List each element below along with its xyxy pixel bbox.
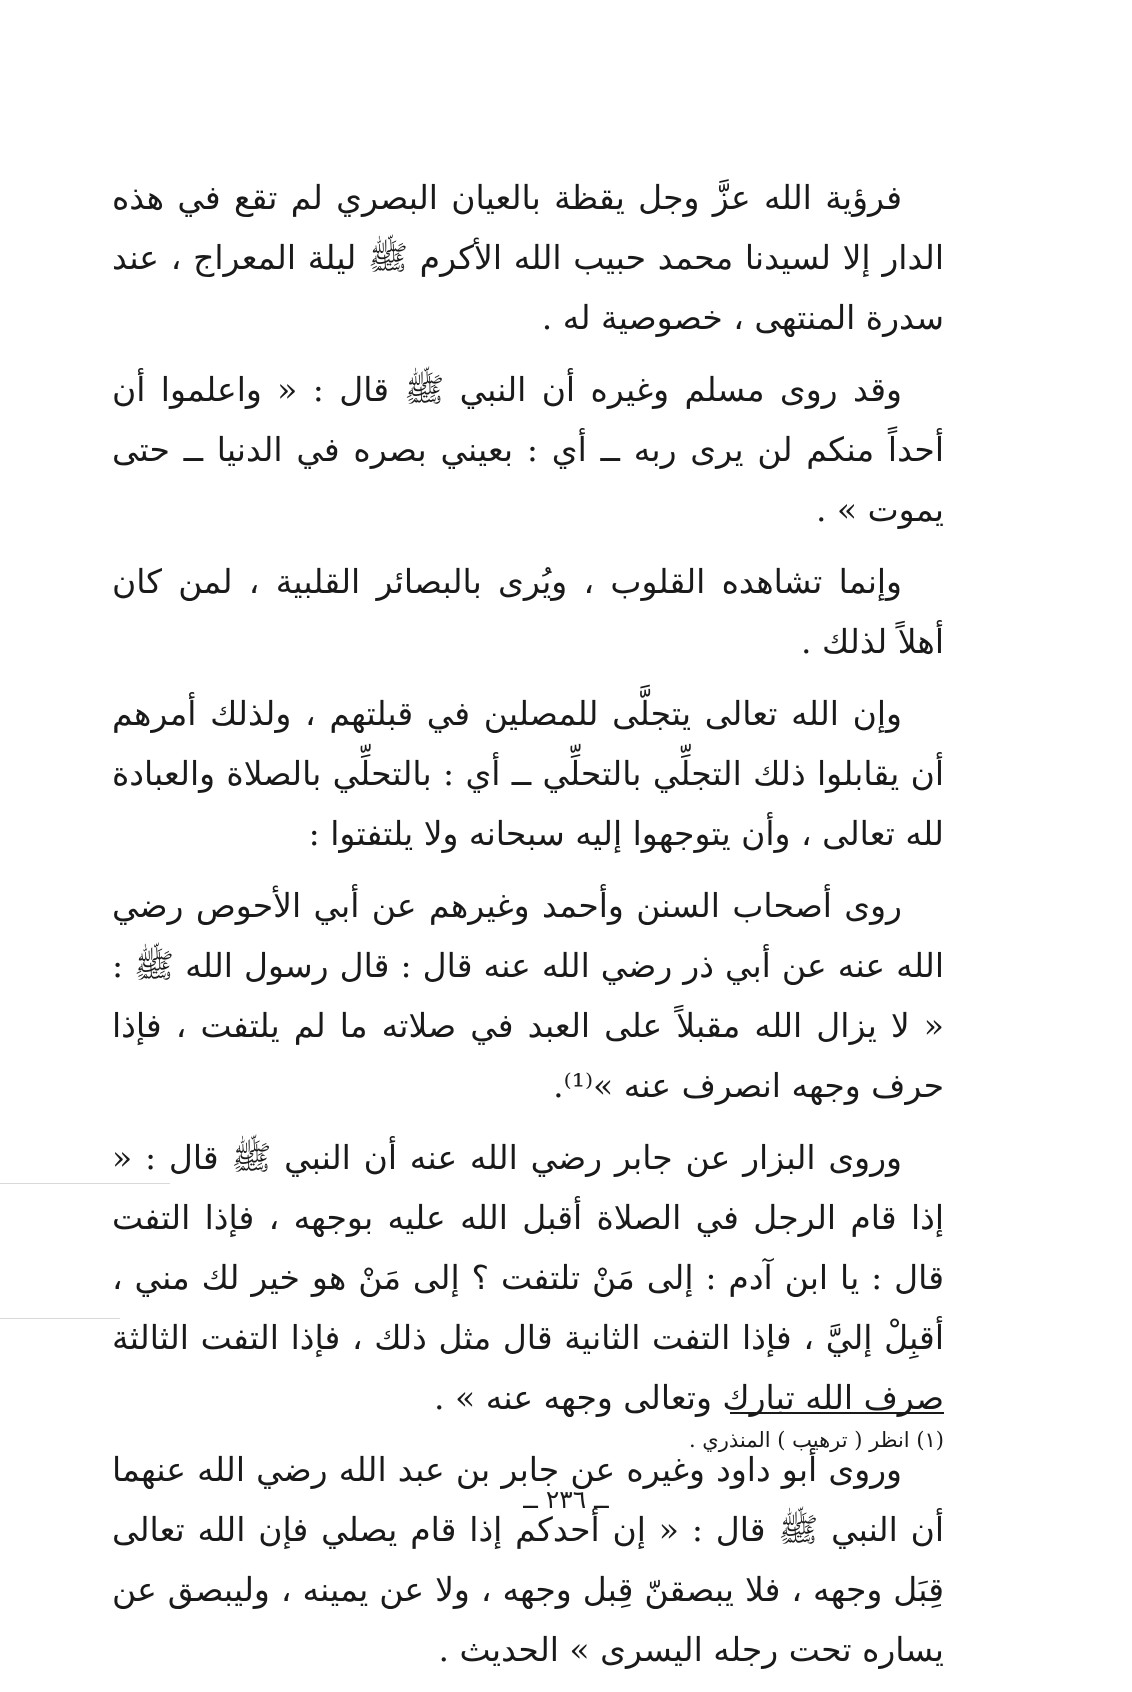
paragraph-4: وإن الله تعالى يتجلَّى للمصلين في قبلتهم ، ولذلك أمرهم أن يقابلوا ذلك التجلِّي بالتحلِّي ــ أي : بالتحلِّي بالصلاة والعبادة لله تعالى ، وأن يتوجهوا إليه سبحانه ولا يلتفتوا : <box>112 694 944 853</box>
paragraph-2: وقد روى مسلم وغيره أن النبي ﷺ قال : « واعلموا أن أحداً منكم لن يرى ربه ــ أي : بعيني بصره في الدنيا ــ حتى يموت » . <box>112 370 944 529</box>
paragraph-1: فرؤية الله عزَّ وجل يقظة بالعيان البصري لم تقع في هذه الدار إلا لسيدنا محمد حبيب الله الأكرم ﷺ ليلة المعراج ، عند سدرة المنتهى ، خصوصية له . <box>112 178 944 337</box>
body-text <box>112 168 944 1692</box>
page-number: ــ ٢٣٦ ــ <box>523 1485 609 1514</box>
paragraph-3: وإنما تشاهده القلوب ، ويُرى بالبصائر القلبية ، لمن كان أهلاً لذلك . <box>112 562 944 661</box>
footnote-divider <box>730 1412 944 1414</box>
paragraph-7: وروى أبو داود وغيره عن جابر بن عبد الله رضي الله عنهما أن النبي ﷺ قال : « إن أحدكم إذا قام يصلي فإن الله تعالى قِبَل وجهه ، فلا يبصقنّ قِبل وجهه ، ولا عن يمينه ، وليبصق عن يساره تحت رجله اليسرى » الحديث . <box>112 1450 944 1669</box>
footnote: (١) انظر ( ترهيب ) المنذري . <box>688 1428 944 1452</box>
paragraph-5: روى أصحاب السنن وأحمد وغيرهم عن أبي الأحوص رضي الله عنه عن أبي ذر رضي الله عنه قال : قال رسول الله ﷺ : « لا يزال الله مقبلاً على العبد في صلاته ما لم يلتفت ، فإذا حرف وجهه انصرف عنه »⁽¹⁾. <box>112 886 944 1105</box>
paragraph-6: وروى البزار عن جابر رضي الله عنه أن النبي ﷺ قال : « إذا قام الرجل في الصلاة أقبل الله عليه بوجهه ، فإذا التفت قال : يا ابن آدم : إلى مَنْ تلتفت ؟ إلى مَنْ هو خير لك مني ، أقبِلْ إليَّ ، فإذا التفت الثانية قال مثل ذلك ، فإذا التفت الثالثة صرف الله تبارك وتعالى وجهه عنه » . <box>112 1138 944 1417</box>
scan-mark <box>0 1318 120 1319</box>
scan-mark <box>0 1183 170 1184</box>
